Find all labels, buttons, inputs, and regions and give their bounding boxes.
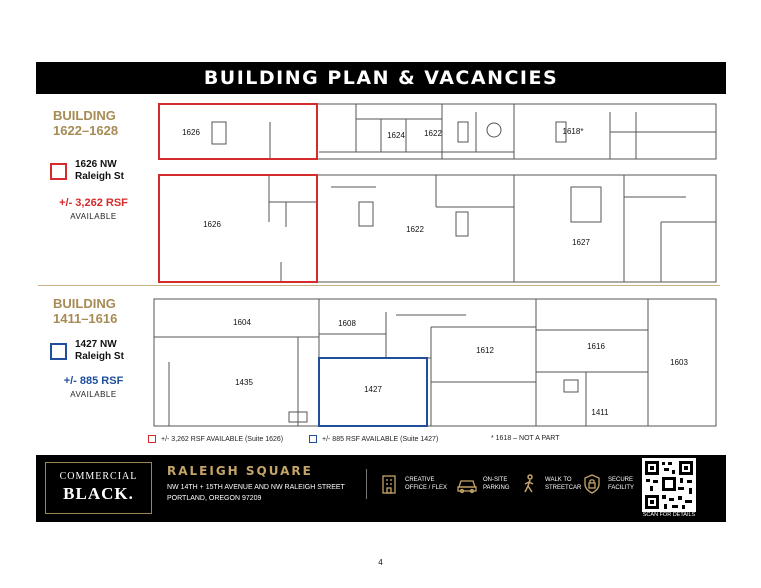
building-a-address-2: Raleigh St [75, 171, 124, 182]
page-number: 4 [378, 558, 383, 567]
key-red [148, 435, 283, 443]
qr-code[interactable] [642, 458, 696, 512]
key-red-label: +/- 3,262 RSF AVAILABLE (Suite 1626) [161, 435, 284, 443]
amenity-text: FACILITY [608, 485, 635, 491]
page-title: BUILDING PLAN & VACANCIES [203, 67, 559, 89]
room-label: 1627 [572, 238, 590, 247]
logo-bottom-text: BLACK. [63, 484, 134, 503]
amenity-text: WALK TO [545, 477, 572, 483]
room-label: 1411 [591, 408, 609, 417]
building-b-available: AVAILABLE [70, 390, 117, 399]
amenity-text: SECURE [608, 477, 634, 483]
room-label: 1604 [233, 318, 251, 327]
room-label: 1622 [406, 225, 424, 234]
amenity-streetcar [518, 473, 581, 495]
project-name: RALEIGH SQUARE [167, 464, 313, 478]
suite-1626-lower-highlight [159, 175, 317, 282]
key-blue-label: +/- 885 RSF AVAILABLE (Suite 1427) [322, 435, 439, 443]
amenity-text: CREATIVE [405, 477, 435, 483]
key-blue [309, 435, 438, 443]
floor-plan-drawing [36, 62, 726, 455]
room-label: 1618* [562, 127, 584, 136]
building-b-address-2: Raleigh St [75, 351, 124, 362]
key-red-swatch [148, 435, 156, 443]
room-label: 1612 [476, 346, 494, 355]
amenity-creative-office [378, 473, 447, 495]
building-a-lower-outline [159, 175, 716, 282]
footer-bar [36, 455, 726, 522]
building-a-heading-2: 1622–1628 [53, 123, 119, 138]
project-address-2: PORTLAND, OREGON 97209 [167, 495, 262, 502]
room-label: 1626 [203, 220, 221, 229]
amenity-text: PARKING [483, 485, 510, 491]
car-icon [456, 473, 478, 495]
key-note [491, 435, 559, 442]
building-a-heading-1: BUILDING [53, 108, 116, 123]
amenity-text: STREETCAR [545, 485, 582, 491]
building-a-available: AVAILABLE [70, 212, 117, 221]
key-blue-swatch [309, 435, 317, 443]
room-label: 1626 [182, 128, 200, 137]
room-label: 1622 [424, 129, 442, 138]
room-label: 1616 [587, 342, 605, 351]
project-info [167, 464, 345, 502]
room-label: 1624 [387, 131, 405, 140]
floor-plan-sheet [36, 62, 726, 522]
logo-top-text: COMMERCIAL [59, 471, 138, 482]
shield-lock-icon [581, 473, 603, 495]
building-b-heading-2: 1411–1616 [53, 311, 118, 326]
building-icon [378, 473, 400, 495]
key-note-label: * 1618 – NOT A PART [491, 435, 560, 442]
commercial-black-logo [45, 462, 152, 514]
room-label: 1435 [235, 378, 253, 387]
project-address-1: NW 14TH + 15TH AVENUE AND NW RALEIGH STREET [167, 484, 345, 491]
building-a-address-1: 1626 NW [75, 159, 117, 170]
room-label: 1427 [364, 385, 382, 394]
building-a-rsf: +/- 3,262 RSF [59, 197, 128, 209]
building-b-heading-1: BUILDING [53, 296, 116, 311]
amenity-text: ON-SITE [483, 477, 508, 483]
footer-separator [366, 469, 367, 499]
room-label: 1603 [670, 358, 688, 367]
building-b-address-1: 1427 NW [75, 339, 117, 350]
room-label: 1608 [338, 319, 356, 328]
amenity-text: OFFICE / FLEX [405, 485, 448, 491]
amenity-parking [456, 473, 510, 495]
qr-caption: SCAN FOR DETAILS [642, 512, 696, 518]
building-b-rsf: +/- 885 RSF [63, 375, 124, 387]
amenity-secure [581, 473, 634, 495]
walking-person-icon [518, 473, 540, 495]
